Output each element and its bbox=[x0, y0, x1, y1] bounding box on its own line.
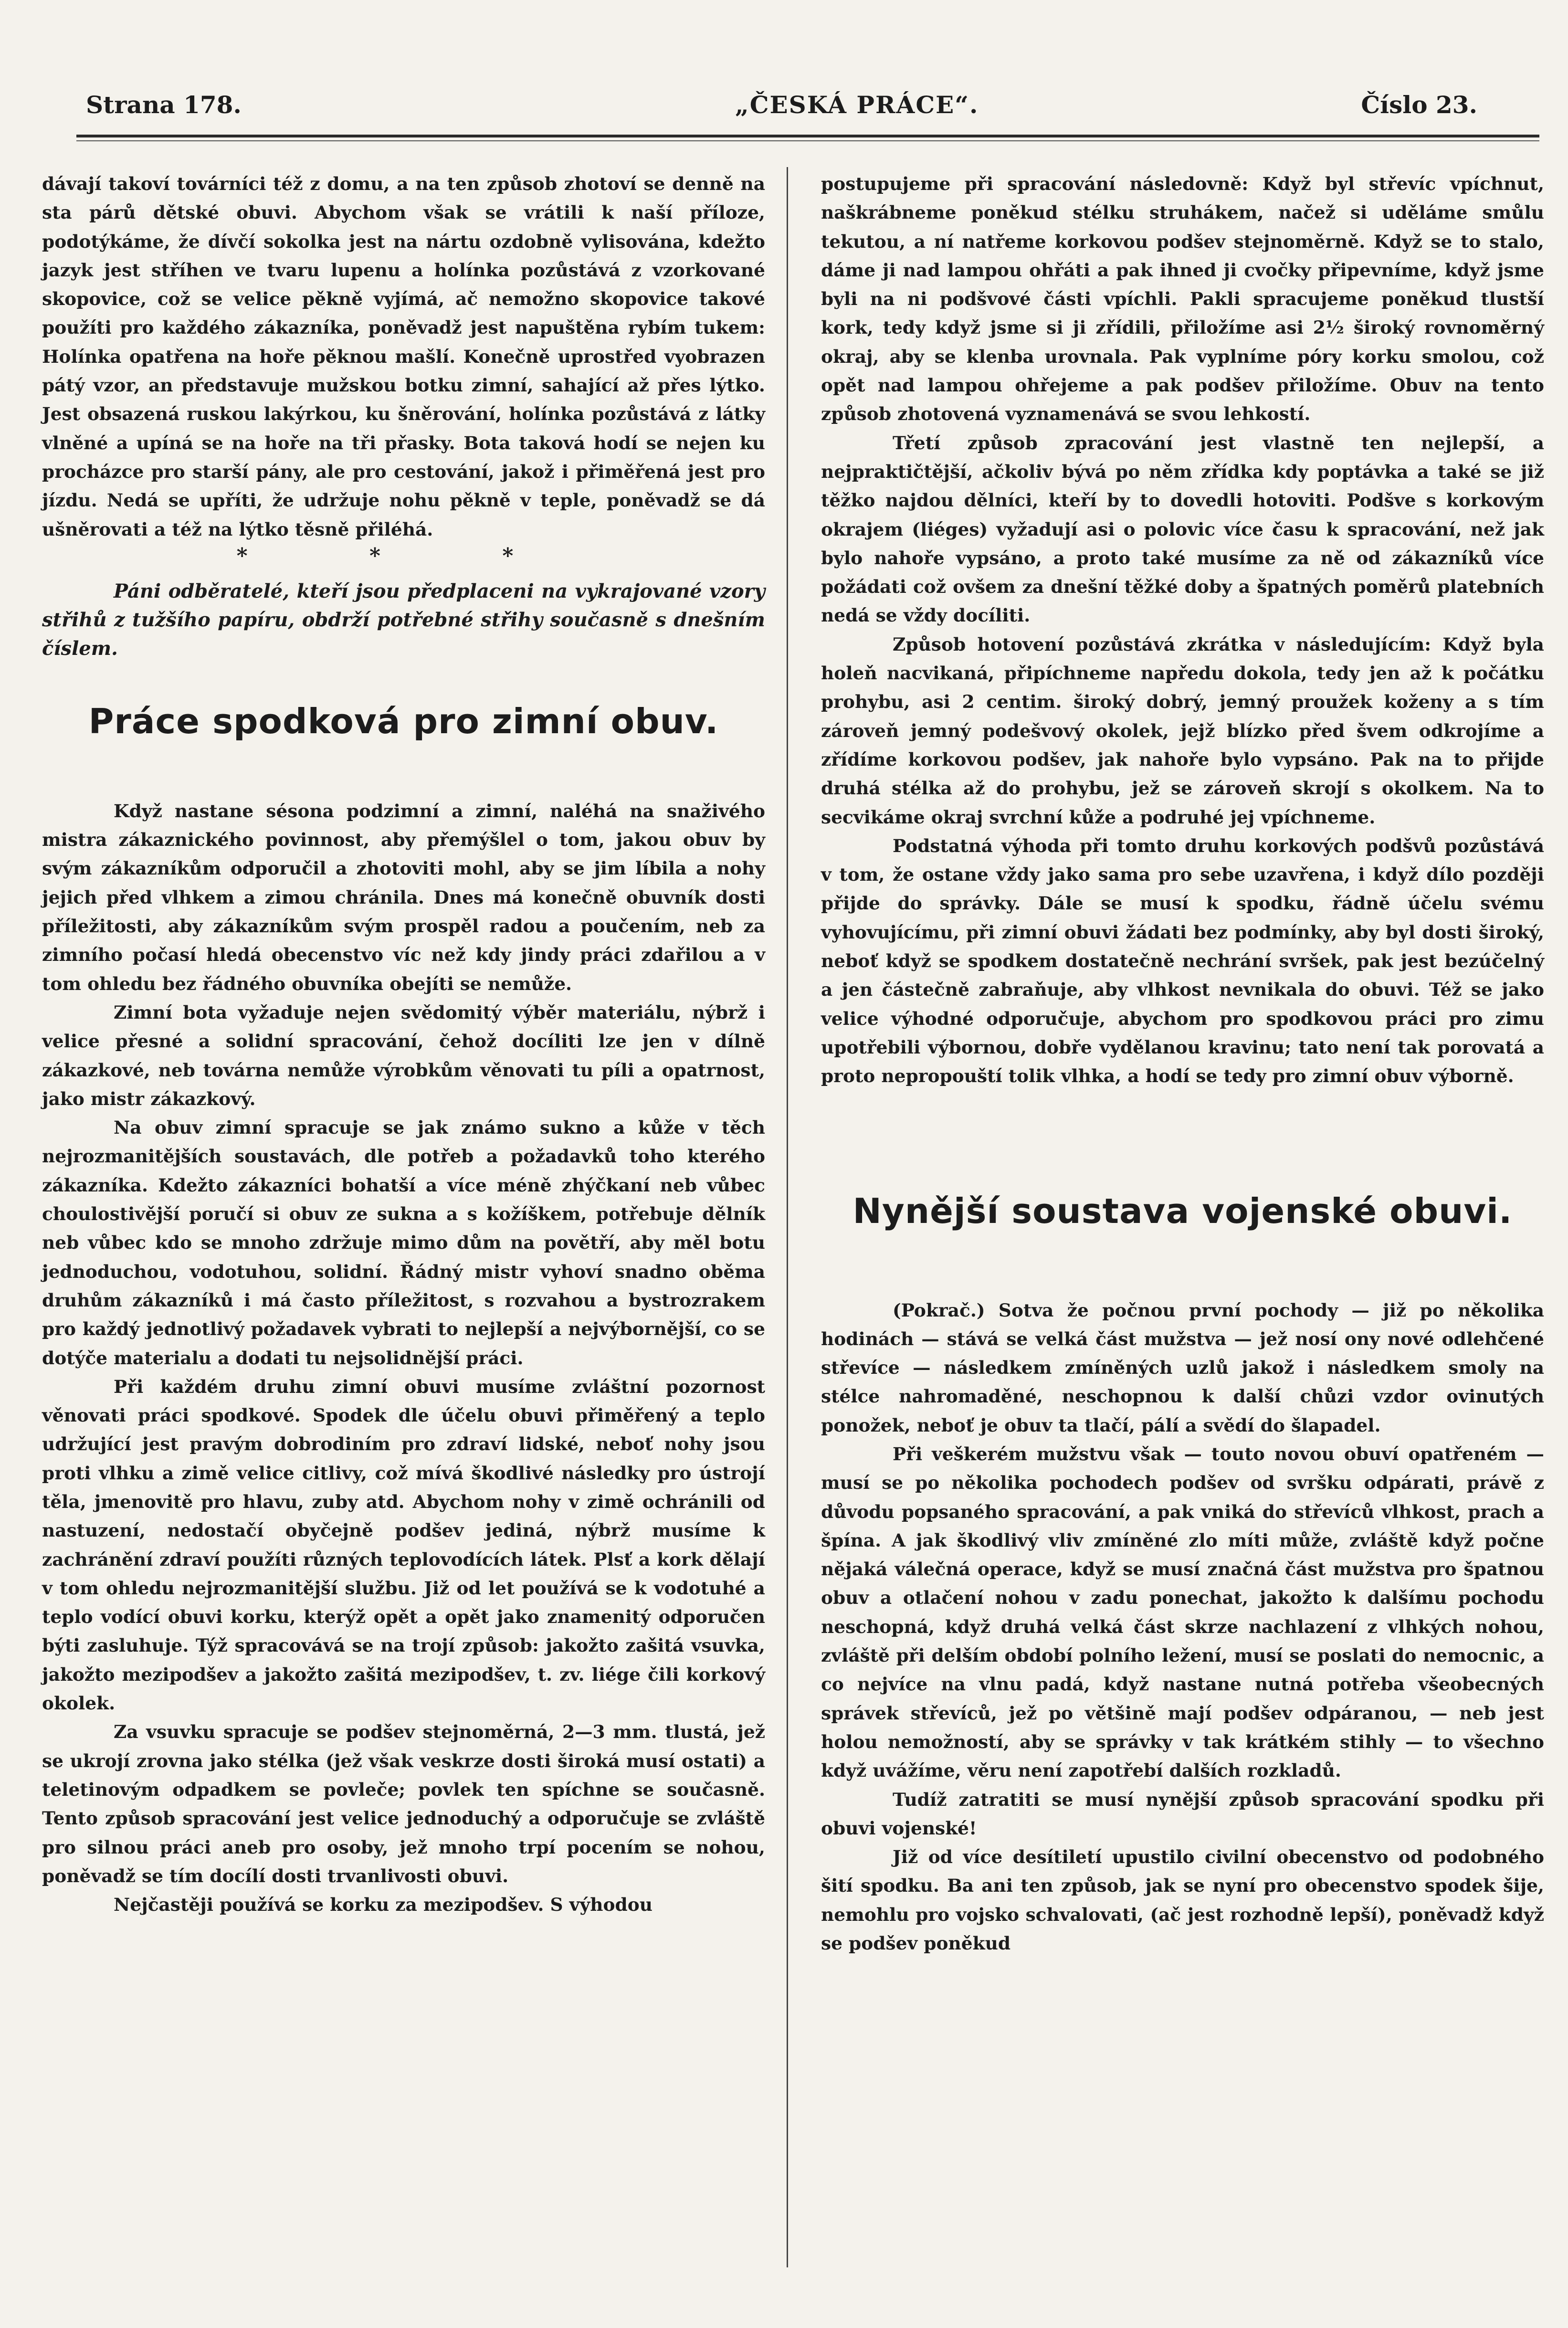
page-header bbox=[86, 81, 1496, 124]
journal-title: „ČESKÁ PRÁCE“. bbox=[735, 91, 979, 119]
paragraph: Podstatná výhoda při tomto druhu korkových podšvů pozůstává v tom, že ostane vždy jako sama pro sebe uzavřena, i když dílo později přijde do správky. Dále se musí k spodku, řádně účelu svému vyhovujícímu, při zimní obuvi žádati bez podmínky, aby byl dosti široký, neboť když se spodkem dostatečně nechrání svršek, pak jest bezúčelný a jen částečně zabraňuje, aby vlhkost nevnikala do obuvi. Též se jako velice výhodné odporučuje, abychom pro spodkovou práci pro zimu upotřebili výbornou, dobře vydělanou kravinu; tato není tak porovatá a proto nepropouští tolik vlhka, a hodí se tedy pro zimní obuv výborně. bbox=[821, 835, 1544, 1087]
left-column bbox=[42, 169, 765, 1919]
subscriber-notice: Páni odběratelé, kteří jsou předplaceni na vykrajované vzory střihů z tužšího papíru, obdrží potřebné střihy současně s dnešním číslem. bbox=[42, 579, 765, 660]
column-divider bbox=[787, 167, 788, 2267]
paragraph: dávají takoví továrníci též z domu, a na ten způsob zhotoví se denně na sta párů dětské obuvi. Abychom však se vrátili k naší příloze, podotýkáme, že dívčí sokolka jest na nártu ozdobně vylisována, kdežto jazyk jest stříhen ve tvaru lupenu a holínka pozůstává z vzorkované skopovice, což se velice pěkně vyjímá, ač nemožno skopovice takové použíti pro každého zákazníka, poněvadž jest napuštěna rybím tukem: Holínka opatřena na hoře pěknou mašlí. Konečně uprostřed vyobrazen pátý vzor, an představuje mužskou botku zimní, sahající až přes lýtko. Jest obsazená ruskou lakýrkou, ku šněrování, holínka pozůstává z látky vlněné a upíná se na hoře na tři přasky. Bota taková hodí se nejen ku procházce pro starší pány, ale pro cestování, jakož i přiměřená jest pro jízdu. Nedá se upříti, že udržuje nohu pěkně v teple, poněvadž se dá ušněrovati a též na lýtko těsně přiléhá. bbox=[42, 173, 765, 540]
header-rule bbox=[76, 135, 1539, 137]
header-rule-thin bbox=[76, 140, 1539, 141]
paragraph: Zimní bota vyžaduje nejen svědomitý výběr materiálu, nýbrž i velice přesné a solidní spracování, čehož docíliti lze jen v dílně zákazkové, neb továrna nemůže výrobkům věnovati tu píli a opatrnost, jako mistr zákazkový. bbox=[42, 1001, 765, 1109]
paragraph: Při veškerém mužstvu však — touto novou obuví opatřeném — musí se po několika pochodech podšev od svršku odpárati, právě z důvodu popsaného spracování, a pak vniká do střevíců vlhkost, prach a špína. A jak škodlivý vliv zmíněné zlo míti může, zvláště když počne nějaká válečná operace, když se musí značná část mužstva pro špatnou obuv a otlačení nohou v zadu ponechat, jakožto k dalšímu pochodu neschopná, když druhá velká část skrze nachlazení z vlhkých nohou, zvláště při delším období polního ležení, musí se poslati do nemocnic, a co nejvíce na vlnu padá, když nastane nutná potřeba všeobecných správek střevíců, jež po většině mají podšev odpáranou, — neb jest holou nemožností, aby se správky v tak krátkém stihly — to všechno když uvážíme, věru není zapotřebí dalších rozkladů. bbox=[821, 1443, 1544, 1781]
paragraph: Způsob hotovení pozůstává zkrátka v následujícím: Když byla holeň nacvikaná, připíchneme napředu dokola, tedy jen až k počátku prohybu, asi 2 centim. široký dobrý, jemný proužek koženy a s tím zároveň jemný podešvový okolek, jejž blízko před švem odkrojíme a zřídíme korkovou podšev, jak nahoře bylo vypsáno. Pak na to přijde druhá stélka až do prohybu, jež se zároveň skrojí s okolkem. Na to secvikáme okraj svrchní kůže a podruhé jej vpíchneme. bbox=[821, 633, 1544, 828]
right-column bbox=[821, 169, 1544, 1958]
paragraph: Za vsuvku spracuje se podšev stejnoměrná, 2—3 mm. tlustá, jež se ukrojí zrovna jako stélka (jež však veskrze dosti široká musí ostati) a teletinovým odpadkem se povleče; povlek ten spíchne se současně. Tento způsob spracování jest velice jednoduchý a odporučuje se zvláště pro silnou práci aneb pro osoby, jež mnoho trpí pocením se nohou, poněvadž se tím docílí dosti trvanlivosti obuvi. bbox=[42, 1721, 765, 1886]
section-separator: * * * bbox=[236, 543, 571, 568]
paragraph: Na obuv zimní spracuje se jak známo sukno a kůže v těch nejrozmanitějších soustavách, dle potřeb a požadavků toho kterého zákazníka. Kdežto zákazníci bohatší a více méně zhýčkaní neb vůbec choulostivější poručí si obuv ze sukna a s kožíškem, potřebuje dělník neb vůbec kdo se mnoho zdržuje mimo dům na povětří, aby měl botu jednoduchou, vodotuhou, solidní. Řádný mistr vyhoví snadno oběma druhům zákazníků i má často příležitost, s rozvahou a bystrozrakem pro každý jednotlivý požadavek vybrati to nejlepší a nejvýbornější, co se dotýče materialu a dodati tu nejsolidnější práci. bbox=[42, 1117, 765, 1369]
article-title: Práce spodková pro zimní obuv. bbox=[88, 701, 719, 741]
page-number: Strana 178. bbox=[86, 91, 242, 119]
article-title-block bbox=[821, 1091, 1544, 1296]
article-title-block bbox=[42, 663, 765, 797]
paragraph: Již od více desítiletí upustilo civilní obecenstvo od podobného šití spodku. Ba ani ten způsob, jak se nyní pro obecenstvo spodek šije, nemohlu pro vojsko schvalovati, (ač jest rozhodně lepší), poněvadž když se podšev poněkud bbox=[821, 1846, 1544, 1954]
paragraph: (Pokrač.) Sotva že počnou první pochody — již po několika hodinách — stává se velká část mužstva — jež nosí ony nové odlehčené střevíce — následkem zmíněných uzlů jakož i následkem smoly na stélce nahromaděné, neschopnou k další chůzi vzdor ovinutých ponožek, neboť je obuv ta tlačí, pálí a svědí do šlapadel. bbox=[821, 1299, 1544, 1436]
paragraph: Tudíž zatratiti se musí nynější způsob spracování spodku při obuvi vojenské! bbox=[821, 1789, 1544, 1839]
issue-number: Číslo 23. bbox=[1361, 91, 1477, 119]
paragraph: Když nastane sésona podzimní a zimní, naléhá na snaživého mistra zákaznického povinnost, aby přemýšlel o tom, jakou obuv by svým zákazníkům odporučil a zhotoviti mohl, aby se jim líbila a nohy jejich před vlhkem a zimou chránila. Dnes má konečně obuvník dosti příležitosti, aby zákazníkům svým prospěl radou a poučením, neb za zimního počasí hledá obecenstvo víc než kdy jindy práci zdařilou a v tom ohledu bez řádného obuvníka obejíti se nemůže. bbox=[42, 800, 765, 994]
paragraph: Třetí způsob zpracování jest vlastně ten nejlepší, a nejpraktičtější, ačkoliv bývá po něm zřídka kdy poptávka a také se již těžko najdou dělníci, kteří by to dovedli hotoviti. Podšve s korkovým okrajem (liéges) vyžadují asi o polovic více času k spracování, než jak bylo nahoře vypsáno, a proto také musíme za ně od zákazníků více požádati což ovšem za dnešní těžké doby a špatných poměrů platebních nedá se vždy docíliti. bbox=[821, 432, 1544, 626]
paragraph: Při každém druhu zimní obuvi musíme zvláštní pozornost věnovati práci spodkové. Spodek dle účelu obuvi přiměřený a teplo udržující jest pravým dobrodiním pro zdraví lidské, neboť nohy jsou proti vlhku a zimě velice citlivy, což mívá škodlivé následky pro ústrojí těla, jmenovitě pro hlavu, zuby atd. Abychom nohy v zimě ochránili od nastuzení, nedostačí obyčejně podšev jediná, nýbrž musíme k zachránění zdraví použíti různých teplovodících látek. Plsť a kork dělají v tom ohledu nejrozmanitější službu. Již od let používá se k vodotuhé a teplo vodící obuvi korku, kterýž opět a opět jako znamenitý odporučen býti zasluhuje. Týž spracovává se na trojí způsob: jakožto zašitá vsuvka, jakožto mezipodšev a jakožto zašitá mezipodšev, t. zv. liége čili korkový okolek. bbox=[42, 1376, 765, 1714]
paragraph: Nejčastěji používá se korku za mezipodšev. S výhodou bbox=[114, 1894, 653, 1916]
article-title: Nynější soustava vojenské obuvi. bbox=[852, 1190, 1513, 1231]
paragraph: postupujeme při spracování následovně: Když byl střevíc vpíchnut, naškrábneme poněkud stélku struhákem, načež si uděláme smůlu tekutou, a ní natřeme korkovou podšev stejnoměrně. Když se to stalo, dáme ji nad lampou ohřáti a pak ihned ji cvočky připevníme, když jsme byli na ni podšvové části vpíchli. Pakli spracujeme poněkud tlustší kork, tedy když jsme si ji zřídili, přiložíme asi 2½ široký rovnoměrný okraj, aby se klenba urovnala. Pak vyplníme póry korku smolou, což opět nad lampou ohřejeme a pak podšev přiložíme. Obuv na tento způsob zhotovená vyznamenává se svou lehkostí. bbox=[821, 173, 1544, 425]
